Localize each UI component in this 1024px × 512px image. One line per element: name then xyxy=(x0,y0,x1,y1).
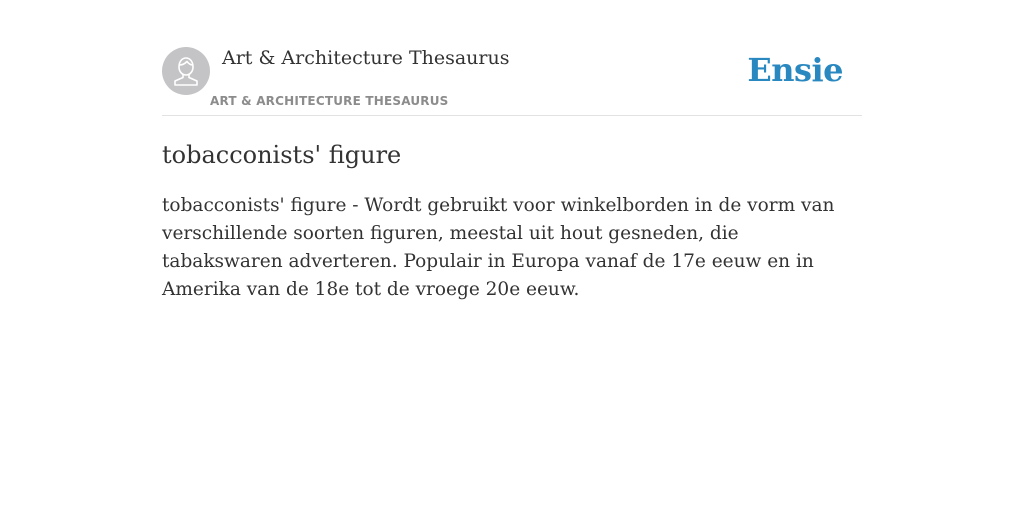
author-name[interactable]: Art & Architecture Thesaurus xyxy=(222,47,510,69)
brand-logo[interactable]: Ensie xyxy=(747,51,843,89)
user-avatar-icon[interactable] xyxy=(162,47,210,95)
entry-definition: tobacconists' figure - Wordt gebruikt voor winkelborden in de vorm van verschillende soorten figuren, meestal uit hout gesneden, die tabakswaren adverteren. Populair in Europa vanaf de 17e eeuw en in Amerika van de 18e tot de vroege 20e eeuw. xyxy=(162,195,835,300)
author-subtitle: ART & ARCHITECTURE THESAURUS xyxy=(210,94,449,108)
user-avatar-icon-graphic xyxy=(162,47,210,95)
header xyxy=(162,0,862,116)
entry-title: tobacconists' figure xyxy=(162,141,402,169)
